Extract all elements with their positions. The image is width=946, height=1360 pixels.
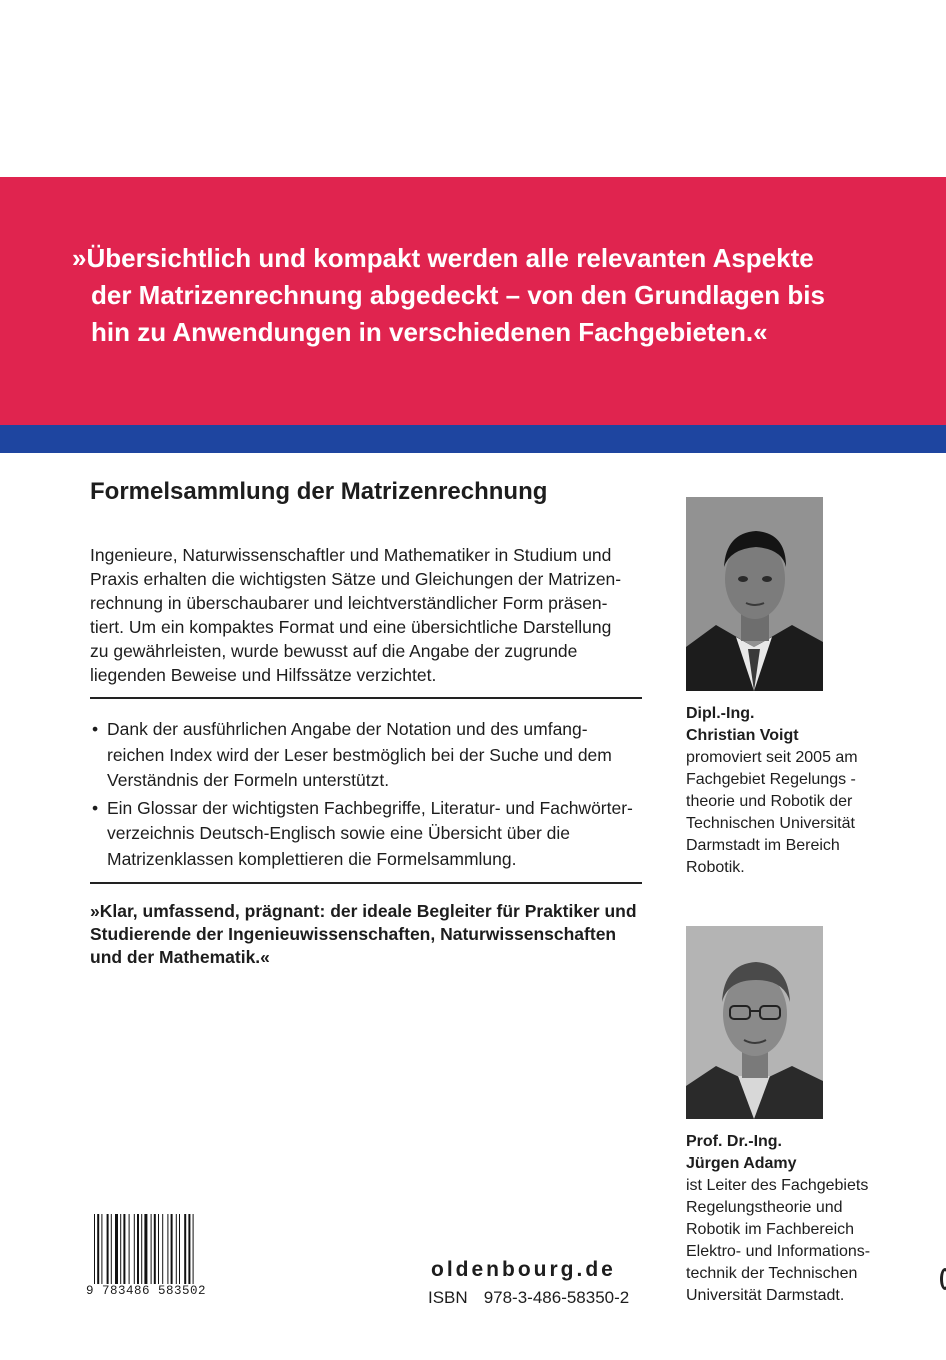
intro-line: rechnung in überschaubarer und leichtverständlicher Form präsen- — [90, 593, 608, 613]
intro-line: Ingenieure, Naturwissenschaftler und Mathematiker in Studium und — [90, 545, 612, 565]
top-quote — [72, 240, 892, 351]
intro-line: Praxis erhalten die wichtigsten Sätze und Gleichungen der Matrizen- — [90, 569, 622, 589]
author-name: Christian Voigt — [686, 727, 799, 744]
list-item-line: Verständnis der Formeln unterstützt. — [107, 770, 390, 790]
author-degree: Prof. Dr.-Ing. — [686, 1133, 782, 1150]
author-bio-line: Darmstadt im Bereich — [686, 837, 840, 854]
author-bio-line: Elektro- und Informations- — [686, 1243, 871, 1260]
bottom-quote-line: Studierende der Ingenieuwissenschaften, Naturwissenschaften — [90, 924, 617, 944]
top-quote-line: der Matrizenrechnung abgedeckt – von den Grundlagen bis — [91, 280, 825, 310]
publisher-url: oldenbourg.de — [431, 1258, 616, 1281]
author-degree: Dipl.-Ing. — [686, 705, 755, 722]
edge-mark — [940, 1268, 946, 1290]
author-info-adamy — [686, 1131, 936, 1307]
author-name: Jürgen Adamy — [686, 1155, 797, 1172]
author-bio-line: Fachgebiet Regelungs - — [686, 771, 856, 788]
list-item-line: Ein Glossar der wichtigsten Fachbegriffe, Literatur- und Fachwörter- — [107, 797, 633, 818]
author-photo-voigt — [686, 497, 823, 691]
intro-paragraph — [90, 543, 650, 687]
author-photo-adamy — [686, 926, 823, 1119]
bottom-quote — [90, 900, 650, 969]
intro-line: zu gewährleisten, wurde bewusst auf die Angabe der zugrunde — [90, 641, 578, 661]
bullet-marker: • — [92, 797, 99, 818]
list-item — [90, 717, 650, 794]
blue-stripe — [0, 425, 946, 453]
author-bio-line: ist Leiter des Fachgebiets — [686, 1177, 869, 1194]
isbn-line — [428, 1288, 629, 1308]
author-bio-line: promoviert seit 2005 am — [686, 749, 858, 766]
author-bio-line: technik der Technischen — [686, 1265, 858, 1282]
list-item-line: Dank der ausführlichen Angabe der Notation und des umfang- — [107, 719, 588, 739]
divider-rule — [90, 882, 642, 884]
author-bio-line: theorie und Robotik der — [686, 793, 853, 810]
divider-rule — [90, 697, 642, 699]
book-title: Formelsammlung der Matrizenrechnung — [90, 478, 548, 505]
intro-line: tiert. Um ein kompaktes Format und eine übersichtliche Darstellung — [90, 617, 612, 637]
list-item-line: Matrizenklassen komplettieren die Formelsammlung. — [107, 848, 517, 869]
top-quote-line: hin zu Anwendungen in verschiedenen Fachgebieten.« — [91, 317, 768, 347]
feature-list — [90, 717, 650, 872]
author-bio-line: Universität Darmstadt. — [686, 1287, 845, 1304]
barcode-digits: 9 783486 583502 — [86, 1284, 228, 1298]
barcode-bars — [86, 1214, 228, 1286]
intro-line: liegenden Beweise und Hilfssätze verzichtet. — [90, 665, 437, 685]
list-item — [90, 796, 650, 873]
isbn-barcode — [86, 1214, 228, 1314]
list-item-line: verzeichnis Deutsch-Englisch sowie eine Übersicht über die — [107, 823, 570, 843]
top-quote-line: »Übersichtlich und kompakt werden alle relevanten Aspekte — [72, 243, 814, 273]
list-item-line: reichen Index wird der Leser bestmöglich bei der Suche und dem — [107, 744, 612, 765]
author-bio-line: Robotik. — [686, 859, 745, 876]
isbn-number: 978-3-486-58350-2 — [483, 1288, 630, 1307]
bottom-quote-line: »Klar, umfassend, prägnant: der ideale Begleiter für Praktiker und — [90, 901, 637, 921]
isbn-label: ISBN — [428, 1288, 468, 1307]
bullet-marker: • — [92, 719, 99, 739]
author-bio — [686, 1175, 936, 1307]
author-bio-line: Robotik im Fachbereich — [686, 1221, 855, 1238]
author-bio — [686, 747, 936, 879]
author-bio-line: Technischen Universität — [686, 815, 855, 832]
author-info-voigt — [686, 703, 936, 879]
author-bio-line: Regelungstheorie und — [686, 1199, 843, 1216]
bottom-quote-line: und der Mathematik.« — [90, 947, 270, 967]
